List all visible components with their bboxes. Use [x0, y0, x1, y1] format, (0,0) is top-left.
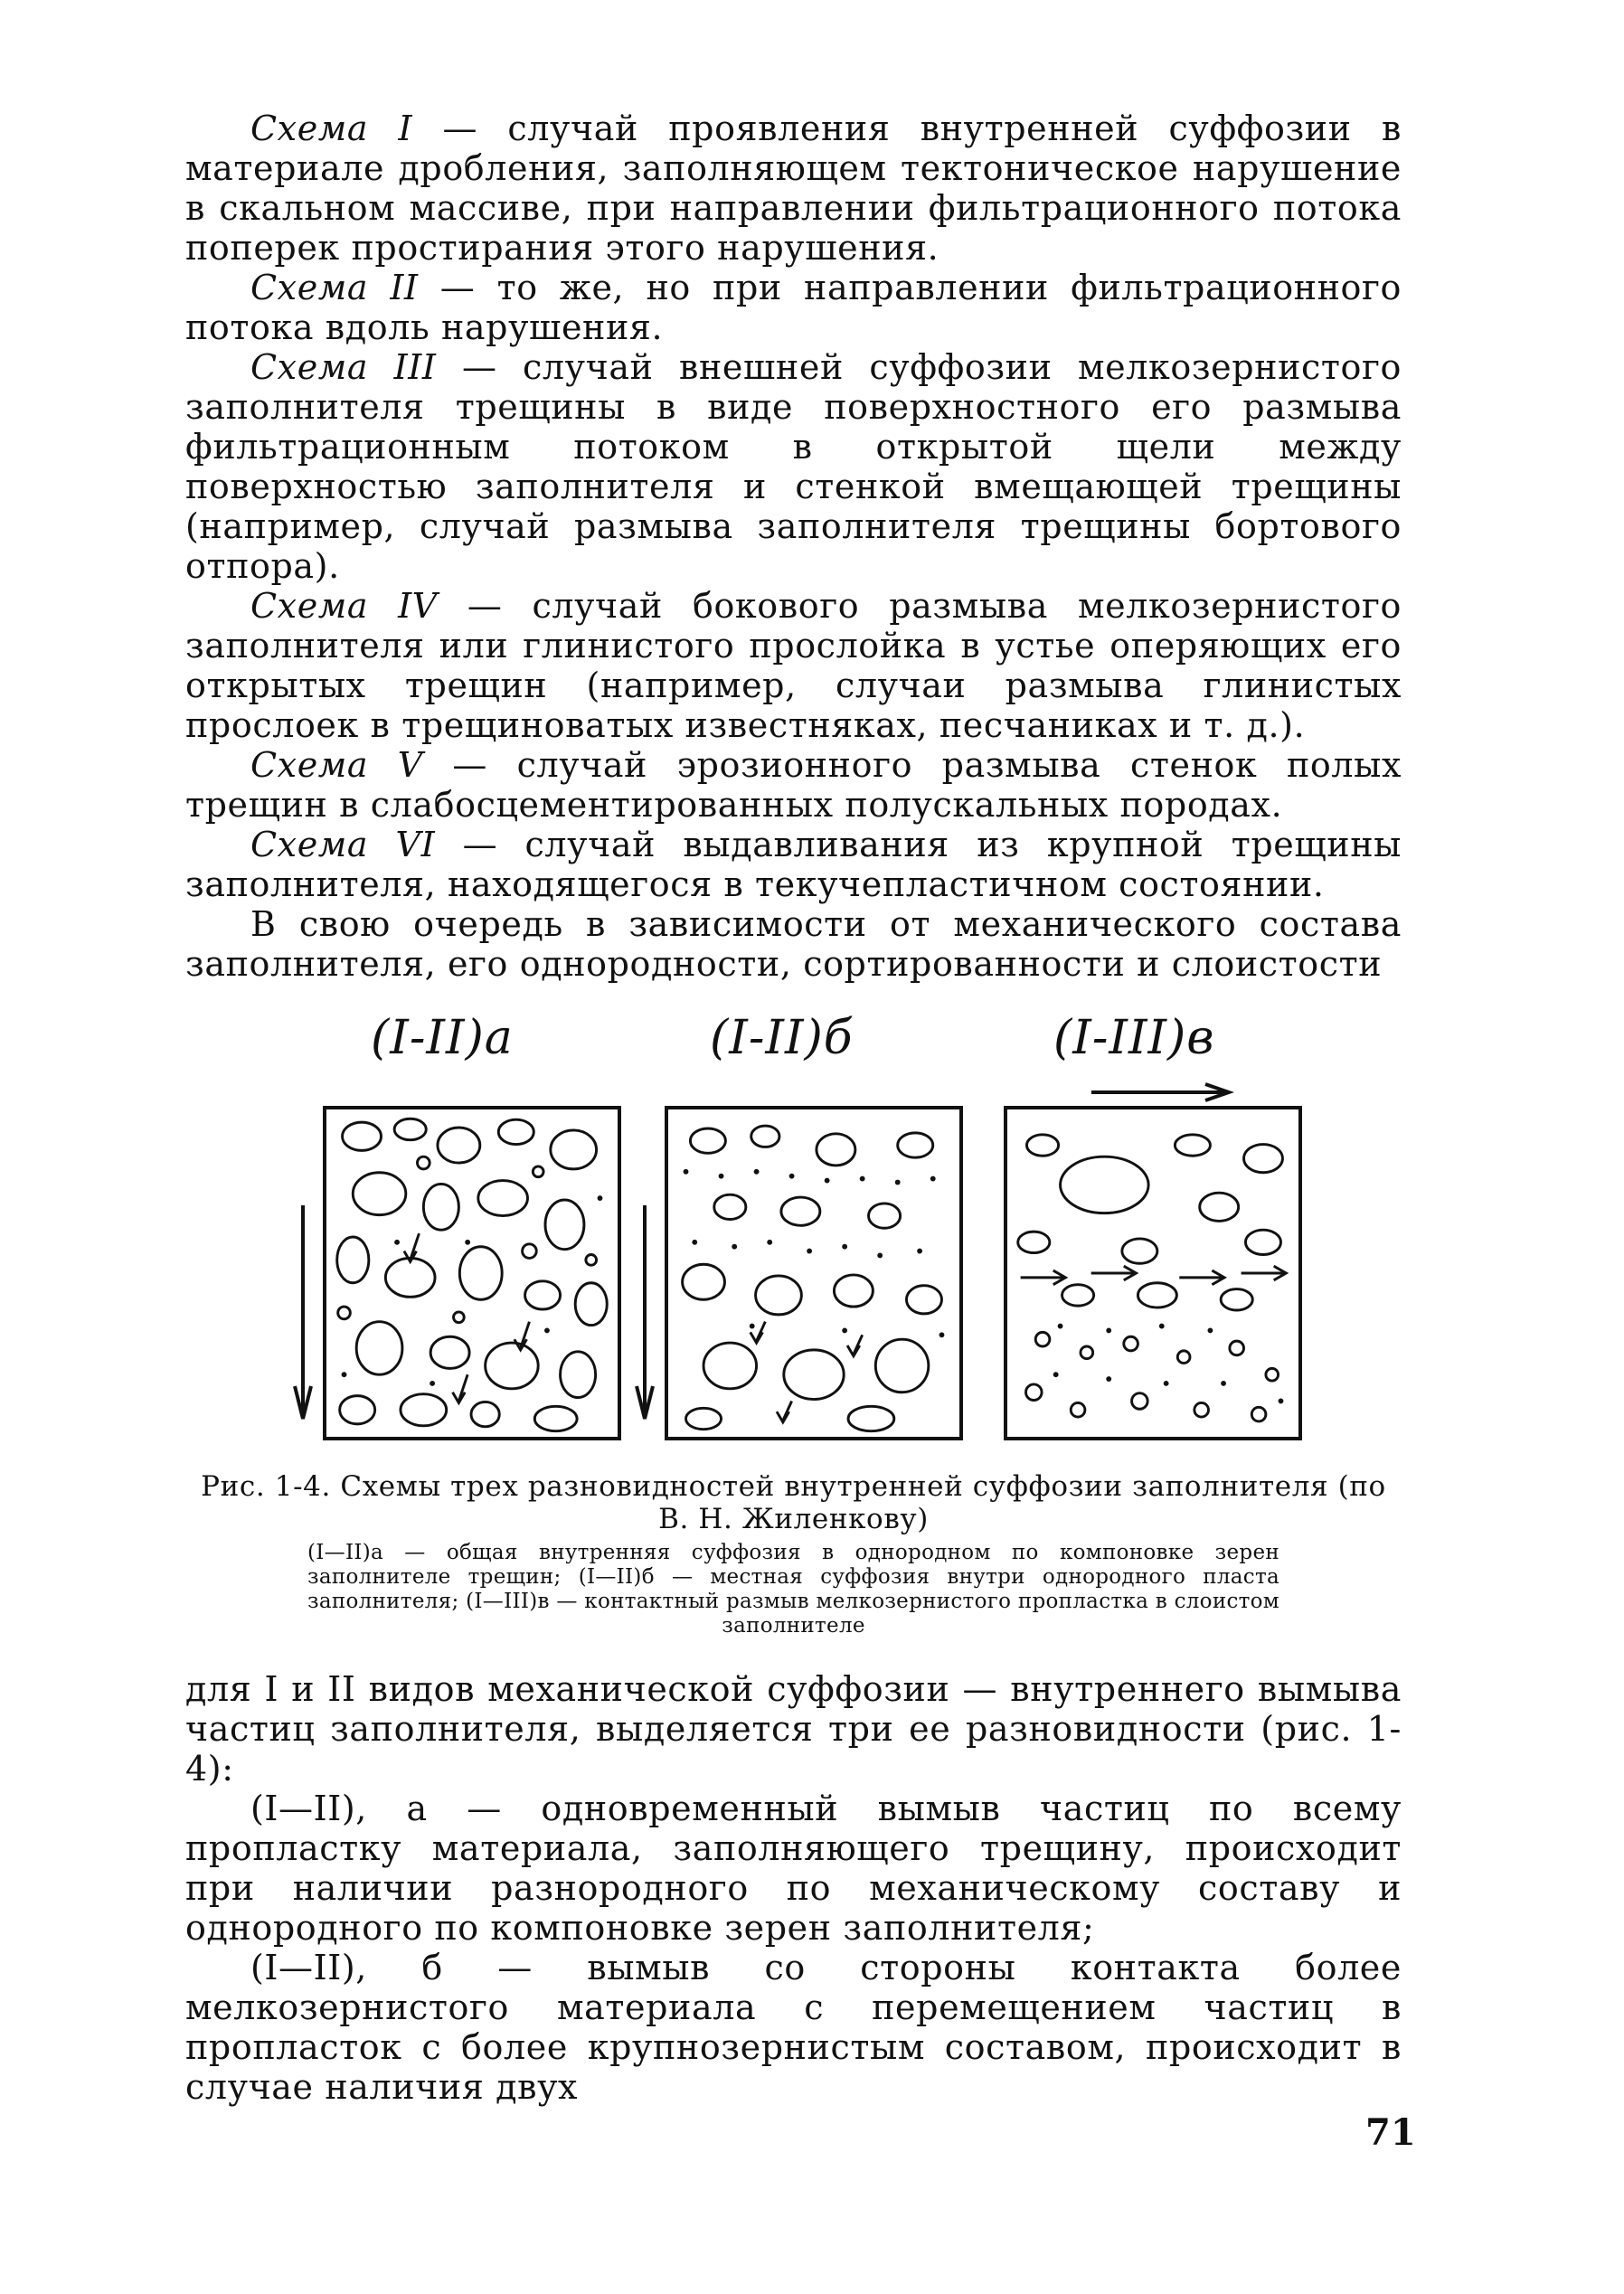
- scheme-lead: Схема IV: [250, 586, 438, 626]
- page-body: [185, 109, 1402, 2107]
- paragraph-text: — случай внешней суффозии мелкозернистого заполнителя трещины в виде поверхностного его размыва фильтрационным потоком в открытой щели между поверхностью заполнителя и стенкой вмещающей трещины (например, случай размыва заполнителя трещины бортового отпора).: [185, 347, 1402, 586]
- paragraph-type-a: [185, 1789, 1402, 1948]
- down-arrow-icon: [292, 1205, 314, 1422]
- paragraph-scheme-2: [185, 268, 1402, 347]
- paragraph-scheme-1: [185, 109, 1402, 268]
- grain-pattern-b: [668, 1109, 959, 1437]
- scheme-lead: Схема V: [250, 745, 423, 785]
- caption-note: (I—II)а — общая внутренняя суффозия в однородном по компоновке зерен заполнителе трещин; (I—II)б — местная суффозия внутри однородного пласта заполнителя; (I—III)в — контактный размыв мелкозернистого пропластка в слоистом заполнителе: [307, 1541, 1279, 1638]
- paragraph-text: для I и II видов механической суффозии — внутреннего вымыва частиц заполнителя, выделяется три ее разновидности (рис. 1-4):: [185, 1669, 1402, 1789]
- paragraph-scheme-5: [185, 745, 1402, 825]
- scheme-lead: Схема II: [250, 268, 419, 307]
- paragraph-types: [185, 1669, 1402, 1789]
- paragraph-text: — случай выдавливания из крупной трещины заполнителя, находящегося в текучепластичном состоянии.: [185, 825, 1402, 904]
- paragraph-intro: [185, 904, 1402, 984]
- figure-1-4: [185, 1011, 1402, 1436]
- paragraph-text: (I—II), а — одновременный вымыв частиц по всему пропластку материала, заполняющего трещину, происходит при наличии разнородного по механическому составу и однородного по компоновке зерен заполнителя;: [185, 1789, 1402, 1948]
- paragraph-text: (I—II), б — вымыв со стороны контакта более мелкозернистого материала с перемещением частиц в пропласток с более крупнозернистым составом, происходит в случае наличия двух: [185, 1948, 1402, 2107]
- figure-caption: [185, 1470, 1402, 1638]
- caption-title: Рис. 1-4. Схемы трех разновидностей внутренней суффозии заполнителя (по В. Н. Жиленкову): [201, 1470, 1386, 1535]
- panel-label-a: (I-II)a: [371, 1011, 514, 1065]
- paragraph-scheme-6: [185, 825, 1402, 904]
- paragraph-scheme-4: [185, 586, 1402, 745]
- scheme-lead: Схема I: [250, 109, 413, 148]
- scheme-panel-b: [665, 1106, 963, 1440]
- panel-label-v: (I-III)в: [1053, 1011, 1215, 1065]
- page-number: 71: [1365, 2111, 1416, 2154]
- paragraph-text: — случай проявления внутренней суффозии в материале дробления, заполняющем тектоническое нарушение в скальном массиве, при направлении фильтрационного потока поперек простирания этого нарушения.: [185, 109, 1402, 268]
- top-text: [185, 109, 1402, 984]
- panel-label-b: (I-II)б: [710, 1011, 854, 1065]
- down-arrow-icon: [634, 1205, 656, 1422]
- paragraph-scheme-3: [185, 347, 1402, 586]
- scheme-lead: Схема III: [250, 347, 437, 387]
- paragraph-text: — случай бокового размыва мелкозернистого заполнителя или глинистого прослойка в устье оперяющих его открытых трещин (например, случаи размыва глинистых прослоек в трещиноватых известняках, песчаниках и т. д.).: [185, 586, 1402, 745]
- paragraph-text: — то же, но при направлении фильтрационного потока вдоль нарушения.: [185, 268, 1402, 347]
- grain-pattern-a: [326, 1109, 618, 1437]
- bottom-text: [185, 1669, 1402, 2107]
- flow-arrow-icon: [1090, 1081, 1234, 1103]
- paragraph-type-b: [185, 1948, 1402, 2107]
- paragraph-text: В свою очередь в зависимости от механического состава заполнителя, его однородности, сортированности и слоистости: [185, 904, 1402, 984]
- scheme-lead: Схема VI: [250, 825, 436, 864]
- paragraph-text: — случай эрозионного размыва стенок полых трещин в слабосцементированных полускальных породах.: [185, 745, 1402, 825]
- scheme-panel-a: [323, 1106, 621, 1440]
- grain-pattern-v: [1007, 1109, 1298, 1437]
- scheme-panel-v: [1004, 1106, 1302, 1440]
